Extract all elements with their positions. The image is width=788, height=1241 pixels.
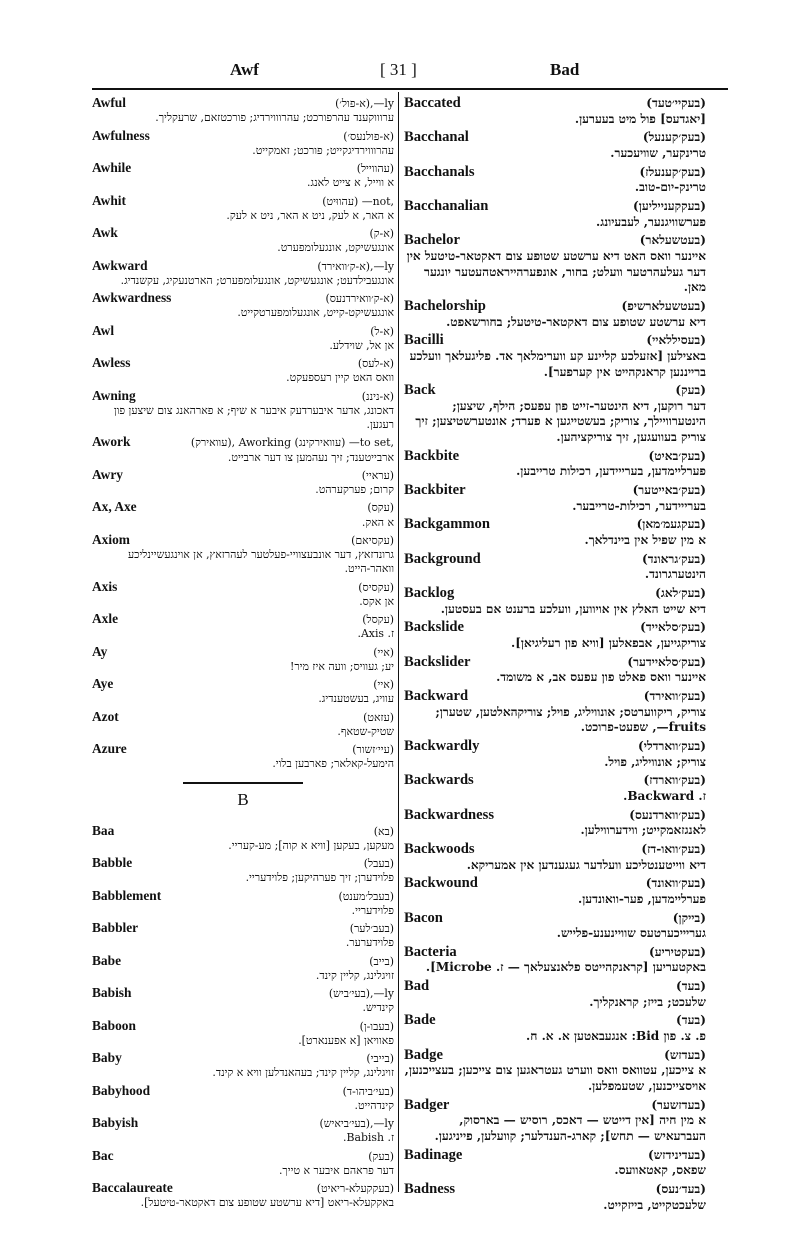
pronunciation: (בעי׳ביהו-ד) [342, 1084, 394, 1098]
headword: Awfulness [92, 127, 150, 143]
pronunciation: (א-ק׳וואירד),—ly [317, 259, 394, 273]
dictionary-entry [404, 773, 706, 804]
pronunciation: (בעדזש) [664, 1047, 706, 1062]
dictionary-entry [404, 483, 706, 514]
definition: שטיק-שטאף. [337, 724, 394, 738]
pronunciation: (א-ל) [370, 324, 394, 338]
dictionary-entry [404, 333, 706, 380]
header-last-word: Bad [550, 60, 580, 79]
dictionary-entry [92, 1149, 394, 1179]
headword: Bachelorship [404, 297, 486, 314]
headword: Bac [92, 1147, 114, 1163]
definition: זויגלינג, קליין קינד. [315, 968, 394, 982]
pronunciation: (א-ק׳וואירדנעס) [325, 292, 394, 305]
pronunciation: (בעק׳קענעלז) [639, 164, 706, 179]
column-divider [398, 92, 399, 1192]
pronunciation: (עקס) [367, 501, 394, 515]
dictionary-entry [404, 233, 706, 296]
headword: Baccated [404, 95, 461, 111]
dictionary-entry [404, 1013, 706, 1044]
dictionary-entry [92, 356, 394, 386]
headword: Background [404, 550, 481, 567]
pronunciation: (בעק׳ווארדז) [643, 773, 706, 788]
headword: Backwoods [404, 840, 475, 857]
pronunciation: (בעסיללאיי) [646, 333, 706, 348]
definition: צוריק; אונוויליג, פויל. [604, 754, 706, 769]
headword: Babe [92, 952, 122, 968]
pronunciation: (בעק׳ווארדלי) [638, 738, 706, 753]
pronunciation: (בעק) [368, 1149, 394, 1163]
headword: Babish [92, 985, 132, 1000]
headword: Backslider [404, 653, 471, 670]
pronunciation: (בעדזשער) [651, 1097, 706, 1112]
headword: Badness [404, 1181, 456, 1197]
pronunciation: (א-פולנעס׳) [343, 129, 394, 143]
definition: דיא ערשטע שטופע צום דאקטאר-טיטעל; בחורשאפט. [446, 314, 706, 329]
pronunciation: (בעק׳סלאייד) [640, 620, 706, 635]
definition: ערוווקענד עהרפורכט; עהרוווירדיג; פורכטזאם, שרעקליך. [155, 111, 394, 125]
definition: פ. צ. פון Bid: אנגעבאטען א. א. ח. [526, 1029, 706, 1044]
headword: Awl [92, 322, 115, 338]
headword: Awkwardness [92, 290, 172, 305]
pronunciation: (בעקגעמ׳מאן) [636, 517, 706, 532]
definition: א צייכען, עטוואס וואס ווערט געטראגען צום צייכען; בעצייכנען, אויסצייכנען, שטעמפלען. [404, 1063, 706, 1094]
pronunciation: (א-ניננ) [361, 389, 394, 403]
pronunciation: (בעד) [676, 1013, 706, 1028]
pronunciation: (איי) [373, 678, 394, 691]
dictionary-entry [404, 1182, 706, 1213]
pronunciation: (א-ק) [369, 227, 394, 240]
dictionary-entry [404, 739, 706, 770]
headword: Axiom [92, 531, 130, 547]
dictionary-entry [404, 299, 706, 330]
headword: Backwound [404, 875, 478, 892]
dictionary-entry [92, 468, 394, 498]
dictionary-entry [92, 1051, 394, 1081]
headword: Awning [92, 387, 136, 403]
headword: Bacteria [404, 943, 457, 960]
pronunciation: (בייבי) [366, 1052, 394, 1065]
definition: איינער וואס פאלט פון עפעס אב, א משומד. [496, 670, 706, 685]
pronunciation: (בעב׳לער) [349, 922, 394, 935]
headword: Bachelor [404, 232, 460, 249]
definition: פלוידעריי. [351, 903, 394, 917]
definition: בערייידער, רכילות-טרייבער. [572, 498, 706, 513]
dictionary-entry [92, 129, 394, 159]
dictionary-entry [92, 954, 394, 984]
pronunciation: (בעבו-ן) [359, 1019, 394, 1033]
definition: ז. Backward. [623, 788, 706, 803]
dictionary-entry [404, 517, 706, 548]
pronunciation: (עזאט) [363, 710, 394, 724]
definition: טרינק-יום-טוב. [634, 180, 706, 195]
pronunciation: (בייקן) [672, 910, 706, 925]
definition: פערשוויגנער, לעבעיונג. [596, 214, 706, 229]
dictionary-entry [92, 533, 394, 577]
headword: Awork [92, 434, 131, 450]
definition: דער פראהם איבער א טייך. [278, 1163, 394, 1177]
dictionary-entry [404, 842, 706, 873]
headword: Axis [92, 578, 118, 594]
pronunciation: (בעבל) [363, 857, 394, 870]
pronunciation: (בעקקענייליען) [633, 198, 706, 213]
headword: Awhile [92, 160, 132, 175]
pronunciation: (בעדינידזש) [648, 1147, 706, 1162]
dictionary-entry [92, 1181, 394, 1211]
dictionary-entry [92, 1019, 394, 1049]
page-header [90, 60, 730, 86]
dictionary-entry [404, 979, 706, 1010]
definition: פלוידערער. [345, 936, 394, 950]
definition: געריייכערטעס שוויינענע-פלייש. [556, 926, 706, 941]
definition: גרונדזאץ, דער אונבעצוויי-פעלטער לעהרזאץ, אן אוינגעשיינליכע וואהר-הייט. [127, 548, 394, 576]
headword: Awful [92, 95, 126, 110]
headword: Bad [404, 978, 430, 995]
right-entries [404, 96, 706, 1213]
dictionary-entry [404, 1148, 706, 1179]
headword: Ax, Axe [92, 499, 137, 515]
pronunciation: (בעי׳ביאיש),—ly [319, 1117, 394, 1130]
dictionary-entry [92, 986, 394, 1016]
definition: פאוויאן [א אפענארט]. [298, 1033, 394, 1047]
pronunciation: (בעד) [676, 979, 706, 994]
dictionary-entry [92, 1116, 394, 1146]
pronunciation: (א-לעס) [357, 357, 394, 370]
headword: Badge [404, 1046, 443, 1063]
definition: אונגעבילדעט; אונגעשיקט, אונגעלומפערט; הארטנעקיג, עקשנדיג. [120, 273, 394, 287]
dictionary-entry [92, 500, 394, 530]
dictionary-entry [404, 383, 706, 446]
page-number: [ 31 ] [380, 60, 417, 79]
pronunciation: (א-פול׳),—ly [335, 97, 394, 110]
definition: טרינקער, שוויעכער. [610, 145, 706, 160]
definition: שלעכט; בייז; קראנקליך. [589, 994, 706, 1009]
dictionary-entry [92, 921, 394, 951]
pronunciation: (בעד׳נעס) [655, 1182, 706, 1196]
headword: Awhit [92, 192, 126, 208]
definition: עהרוווירדיגקייט; פורכט; זאמקייט. [252, 143, 394, 157]
definition: איינער וואס האט דיא ערשטע שטופע צום דאקטאר-טיטעל אין דער געלעהרטער וועלט; בחור, אונפערהייראטהעטער יונגער מאן. [406, 248, 706, 295]
header-first-word: Awf [230, 60, 259, 79]
headword: Bacilli [404, 332, 444, 349]
definition: אונגעשיקט, אונגעלומפערט. [277, 241, 394, 255]
headword: Backlog [404, 585, 455, 602]
dictionary-entry [92, 96, 394, 126]
headword: Baa [92, 822, 115, 838]
headword: Badger [404, 1096, 450, 1113]
headword: Awk [92, 225, 118, 240]
definition: יע; געוויס; וועה איז מיר! [289, 659, 394, 673]
definition: קרום; פערקערהט. [315, 483, 394, 496]
headword: Awkward [92, 257, 148, 273]
section-rule [183, 782, 303, 784]
headword: Baboon [92, 1017, 136, 1033]
dictionary-entry [92, 1084, 394, 1114]
dictionary-entry [92, 291, 394, 321]
dictionary-entry [404, 586, 706, 617]
headword: Ay [92, 643, 108, 659]
pronunciation: (בעק׳באיט) [648, 448, 706, 463]
dictionary-entry [92, 324, 394, 354]
definition: הינטערגרונד. [644, 567, 706, 582]
headword: Backgammon [404, 516, 490, 533]
pronunciation: (בעי׳ביש),—ly [328, 987, 394, 1000]
headword: Aye [92, 676, 114, 691]
dictionary-entry [404, 620, 706, 651]
headword: Bade [404, 1012, 436, 1029]
definition: א מין חיה [אין דייטש — דאכס, רוסיש — בארסוק, העברעאיש — תחש]; קארג-הענדלער; קוועלען, פייניגען. [434, 1113, 706, 1144]
headword: Axle [92, 611, 119, 626]
definition: קינדיש. [362, 1001, 394, 1015]
definition: א האר, א לעק, ניט א האר, ניט א לעק. [226, 208, 394, 222]
definition: שפאס, קאטאוועס. [614, 1163, 706, 1178]
headword: Baby [92, 1050, 122, 1065]
definition: אן אקס. [359, 594, 394, 608]
dictionary-entry [92, 612, 394, 642]
definition: אונגעשיקט-קייט, אונגעלומפערטקייט. [237, 306, 394, 320]
pronunciation: (בעק׳סלאיידער) [627, 654, 706, 669]
pronunciation: (בעבל׳מענט) [338, 889, 394, 903]
dictionary-entry [92, 226, 394, 256]
definition: דאכונג, אדער איבערדעק איבער א שיף; א פארהאנג צום שיצען פון רעגען. [113, 403, 394, 431]
headword: Bacchanal [404, 129, 469, 146]
headword: Babyhood [92, 1082, 151, 1098]
definition: באקקעלא-ריאט [דיא ערשטע שטופע צום דאקטאר-טיטעל]. [140, 1196, 394, 1210]
definition: אן אל, שוידלע. [329, 338, 394, 352]
dictionary-entry [404, 1048, 706, 1095]
pronunciation: (עראיי) [361, 468, 394, 482]
definition: מעקען, בעקען [וויא א קוה]; מע-קעריי. [228, 838, 394, 852]
definition: קינדהייט. [354, 1098, 394, 1112]
definition: דער רוקען, דיא הינטער-זייט פון עפעס; הילף, שיצען; הינטערוויילך, צוריק; בעשטייגען א פערד; אונטערשטיצען; זיך צוריק בעוועגען, זיך צוריקציהען. [415, 398, 706, 445]
headword: Back [404, 382, 436, 399]
dictionary-entry [92, 389, 394, 433]
pronunciation: (עיי׳זשור) [352, 743, 394, 756]
pronunciation: (עקסיס) [358, 580, 394, 594]
headword: Baccalaureate [92, 1180, 173, 1195]
dictionary-entry [92, 824, 394, 854]
headword: Babbler [92, 920, 139, 935]
definition: צוריק, ריקווערטס; אונוויליג, פויל; צוריקהאלטען, שטערן; fruits—, שפעט-פרוכט. [435, 704, 706, 735]
headword: Bacchanalian [404, 197, 489, 214]
headword: Backslide [404, 619, 465, 636]
pronunciation: (בעק׳וואו-דז) [641, 841, 706, 856]
dictionary-entry [92, 742, 394, 772]
pronunciation: (עוואירק), Aworking (עוואירקינג) —to set, [190, 436, 394, 450]
definition: [יאגדעס] פול מיט בעערען. [574, 111, 706, 126]
left-entries-a [92, 96, 394, 772]
headword: Bacchanals [404, 163, 475, 180]
headword: Babyish [92, 1115, 139, 1130]
dictionary-entry [92, 710, 394, 740]
definition: פערליימדען, בערייידען, רכילות טרייבען. [516, 464, 706, 479]
headword: Azot [92, 708, 119, 724]
dictionary-entry [404, 165, 706, 196]
headword: Backwardly [404, 737, 480, 754]
pronunciation: (בעק׳ווארדנעס) [629, 807, 706, 822]
headword: Babble [92, 855, 133, 870]
pronunciation: (עהווּיט) —not, [322, 194, 394, 208]
dictionary-entry [404, 552, 706, 583]
definition: א האק. [361, 515, 394, 529]
dictionary-entry [404, 449, 706, 480]
pronunciation: (בעקטיריע) [648, 944, 706, 959]
pronunciation: (בעטשעלאר) [639, 233, 706, 248]
pronunciation: (בעק) [675, 383, 706, 398]
pronunciation: (בעטשעלארשיפ) [621, 298, 706, 313]
pronunciation: (בעקקעלא-ריאיט) [316, 1182, 394, 1195]
headword: Bacon [404, 909, 443, 926]
dictionary-entry [404, 876, 706, 907]
headword: Babblement [92, 887, 162, 903]
dictionary-entry [404, 808, 706, 839]
pronunciation: (עקסל) [362, 613, 394, 626]
headword: Backward [404, 687, 469, 704]
pronunciation: (בעק׳וואונד) [645, 876, 706, 891]
dictionary-entry [92, 435, 394, 465]
definition: באצילען [אזעלכע קליינע קע ווערימלאך אד. פליגעלאך וועלכע ברייננען קראנקהייט אין קערפער]. [409, 348, 706, 379]
pronunciation: (איי) [373, 645, 394, 659]
headword: Backbite [404, 447, 460, 464]
dictionary-entry [404, 655, 706, 686]
headword: Azure [92, 741, 127, 756]
dictionary-entry [404, 689, 706, 736]
pronunciation: (בעק׳לאג) [655, 586, 706, 601]
left-entries-b [92, 824, 394, 1211]
left-column [92, 96, 394, 1214]
dictionary-entry [404, 911, 706, 942]
definition: צוריקגייען, אבפאלען [וויא פון רעליגיאן]. [510, 636, 706, 650]
pronunciation: (בעק׳קענעל) [642, 130, 706, 145]
dictionary-entry [92, 645, 394, 675]
headword: Badinage [404, 1146, 463, 1163]
definition: ארבייטענד; זיך נעהמען צו דער ארבייט. [227, 450, 394, 464]
dictionary-entry [92, 259, 394, 289]
dictionary-entry [404, 96, 706, 127]
pronunciation: (בייב) [369, 954, 394, 968]
definition: וואס האט קיין רעספעקט. [286, 371, 394, 385]
dictionary-entry [404, 130, 706, 161]
definition: ז. Babish. [343, 1131, 394, 1145]
definition: פערליימדען, פער-וואונדען. [577, 891, 706, 906]
dictionary-entry [92, 194, 394, 224]
headword: Awry [92, 466, 123, 482]
pronunciation: (עהווייל) [356, 162, 394, 175]
pronunciation: (עקסיאם) [351, 533, 394, 547]
pronunciation: (בעק׳וואירד) [643, 688, 706, 703]
definition: זויגלינג, קליין קינד; בעהאנדלען וויא א קינד. [212, 1066, 394, 1080]
dictionary-entry [404, 945, 706, 976]
dictionary-entry [92, 580, 394, 610]
pronunciation: (בא) [373, 824, 394, 838]
definition: א ווייל, א צייט לאנג. [307, 176, 394, 190]
dictionary-entry [404, 199, 706, 230]
headword: Backbiter [404, 482, 466, 499]
dictionary-entry [92, 889, 394, 919]
definition: עוויג, בעשטענדיג. [318, 692, 394, 706]
dictionary-entry [92, 161, 394, 191]
definition: פלוידערן; זיך פערהיקען; פלוידעריי. [245, 871, 394, 885]
dictionary-entry [404, 1098, 706, 1145]
right-column [404, 96, 706, 1216]
dictionary-entry [92, 856, 394, 886]
definition: דיא שייט האלץ אין אויווען, וועלכע ברענט אם בעסטען. [440, 601, 706, 616]
pronunciation: (בעק׳באייטער) [632, 483, 706, 498]
definition: א מין שפיל אין ביינדלאך. [584, 533, 706, 548]
section-letter: B [237, 789, 249, 809]
definition: דיא ווייטענטליכע וועלדער געגענדען אין אמעריקא. [466, 857, 706, 872]
header-rule [92, 88, 728, 90]
definition: באקטעריען [קראנקהייטס פלאנצעלאך — ז. Microbe]. [425, 960, 706, 975]
definition: שלעכטקייט, בייזקייט. [603, 1197, 706, 1212]
definition: לאנגזאמקייט; ווידערווילען. [580, 823, 706, 838]
dictionary-entry [92, 677, 394, 707]
pronunciation: (בעקיי׳טעד) [646, 96, 706, 110]
headword: Backwardness [404, 806, 495, 823]
definition: הימעל-קאלאר; פארבען בלוי. [272, 757, 394, 771]
headword: Backwards [404, 772, 474, 789]
headword: Awless [92, 355, 131, 370]
pronunciation: (בעק׳גראונד) [642, 551, 706, 566]
definition: ז. Axis. [357, 627, 394, 641]
